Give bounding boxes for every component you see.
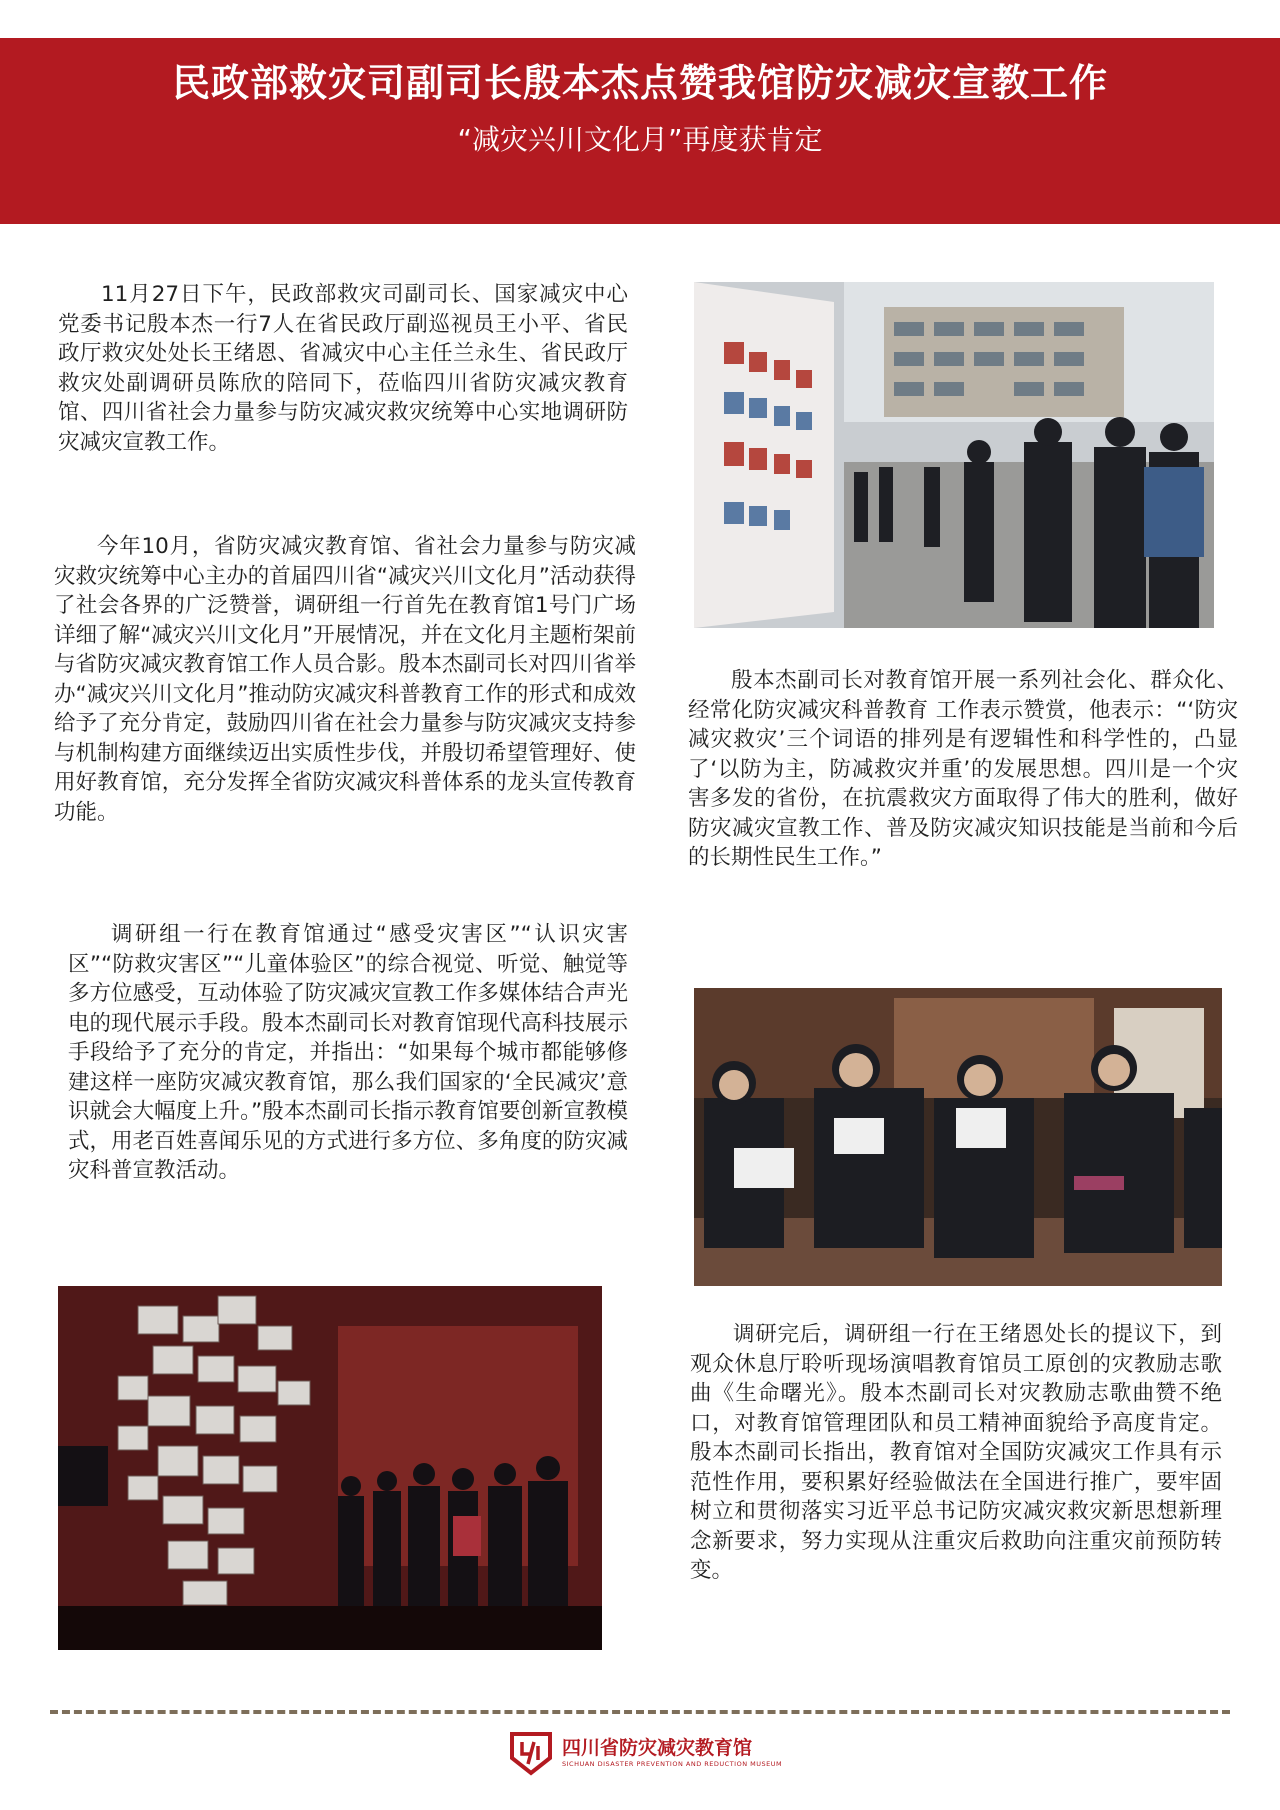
paragraph-song: 调研完后，调研组一行在王绪恩处长的提议下，到观众休息厅聆听现场演唱教育馆员工原创的灾教励志歌曲《生命曙光》。殷本杰副司长对灾教励志歌曲赞不绝口，对教育馆管理团队和员工精神面貌给予高度肯定。殷本杰副司长指出，教育馆对全国防灾减灾工作具有示范性作用，要积累好经验做法在全国进行推广，要牢固树立和贯彻落实习近平总书记防灾减灾救灾新思想新理念新要求，努力实现从注重灾后救助向注重灾前预防转变。 (690, 1322, 1222, 1583)
logo-english-name: SICHUAN DISASTER PREVENTION AND REDUCTION MUSEUM (562, 1760, 783, 1768)
page-subtitle: “减灾兴川文化月”再度获肯定 (457, 123, 823, 156)
page-title: 民政部救灾司副司长殷本杰点赞我馆防灾减灾宣教工作 (171, 61, 1108, 105)
photo-exhibition-hall (58, 1286, 602, 1650)
photo-outdoor-visit (694, 282, 1214, 628)
museum-emblem-icon (508, 1730, 554, 1776)
logo-chinese-name: 四川省防灾减灾教育馆 (562, 1737, 753, 1759)
footer-divider (50, 1710, 1230, 1714)
museum-logo (508, 1730, 782, 1776)
paragraph-praise: 殷本杰副司长对教育馆开展一系列社会化、群众化、经常化防灾减灾科普教育 工作表示赞赏，他表示：“‘防灾减灾救灾’三个词语的排列是有逻辑性和科学性的，凸显了‘以防为主，防减救灾并重’的发展思想。四川是一个灾害多发的省份，在抗震救灾方面取得了伟大的胜利，做好防灾减灾宣教工作、普及防灾减灾知识技能是当前和今后的长期性民生工作。” (688, 668, 1238, 870)
paragraph-exhibit-experience: 调研组一行在教育馆通过“感受灾害区”“认识灾害区”“防救灾害区”“儿童体验区”的综合视觉、听觉、触觉等多方位感受，互动体验了防灾减灾宣教工作多媒体结合声光电的现代展示手段。殷本杰副司长对教育馆现代高科技展示手段给予了充分的肯定，并指出：“如果每个城市都能够修建这样一座防灾减灾教育馆，那么我们国家的‘全民减灾’意识就会大幅度上升。”殷本杰副司长指示教育馆要创新宣教模式，用老百姓喜闻乐见的方式进行多方位、多角度的防灾减灾科普宣教活动。 (68, 922, 628, 1183)
paragraph-culture-month: 今年10月，省防灾减灾教育馆、省社会力量参与防灾减灾救灾统筹中心主办的首届四川省“减灾兴川文化月”活动获得了社会各界的广泛赞誉，调研组一行首先在教育馆1号门广场详细了解“减灾兴川文化月”开展情况，并在文化月主题桁架前与省防灾减灾教育馆工作人员合影。殷本杰副司长对四川省举办“减灾兴川文化月”推动防灾减灾科普教育工作的形式和成效给予了充分肯定，鼓励四川省在社会力量参与防灾减灾支持参与机制构建方面继续迈出实质性步伐，并殷切希望管理好、使用好教育馆，充分发挥全省防灾减灾科普体系的龙头宣传教育功能。 (54, 534, 636, 825)
paragraph-visit-intro: 11月27日下午，民政部救灾司副司长、国家减灾中心党委书记殷本杰一行7人在省民政厅副巡视员王小平、省民政厅救灾处处长王绪恩、省减灾中心主任兰永生、省民政厅救灾处副调研员陈欣的陪同下，莅临四川省防灾减灾教育馆、四川省社会力量参与防灾减灾救灾统筹中心实地调研防灾减灾宣教工作。 (58, 282, 628, 455)
photo-rest-hall-audience (694, 988, 1222, 1286)
